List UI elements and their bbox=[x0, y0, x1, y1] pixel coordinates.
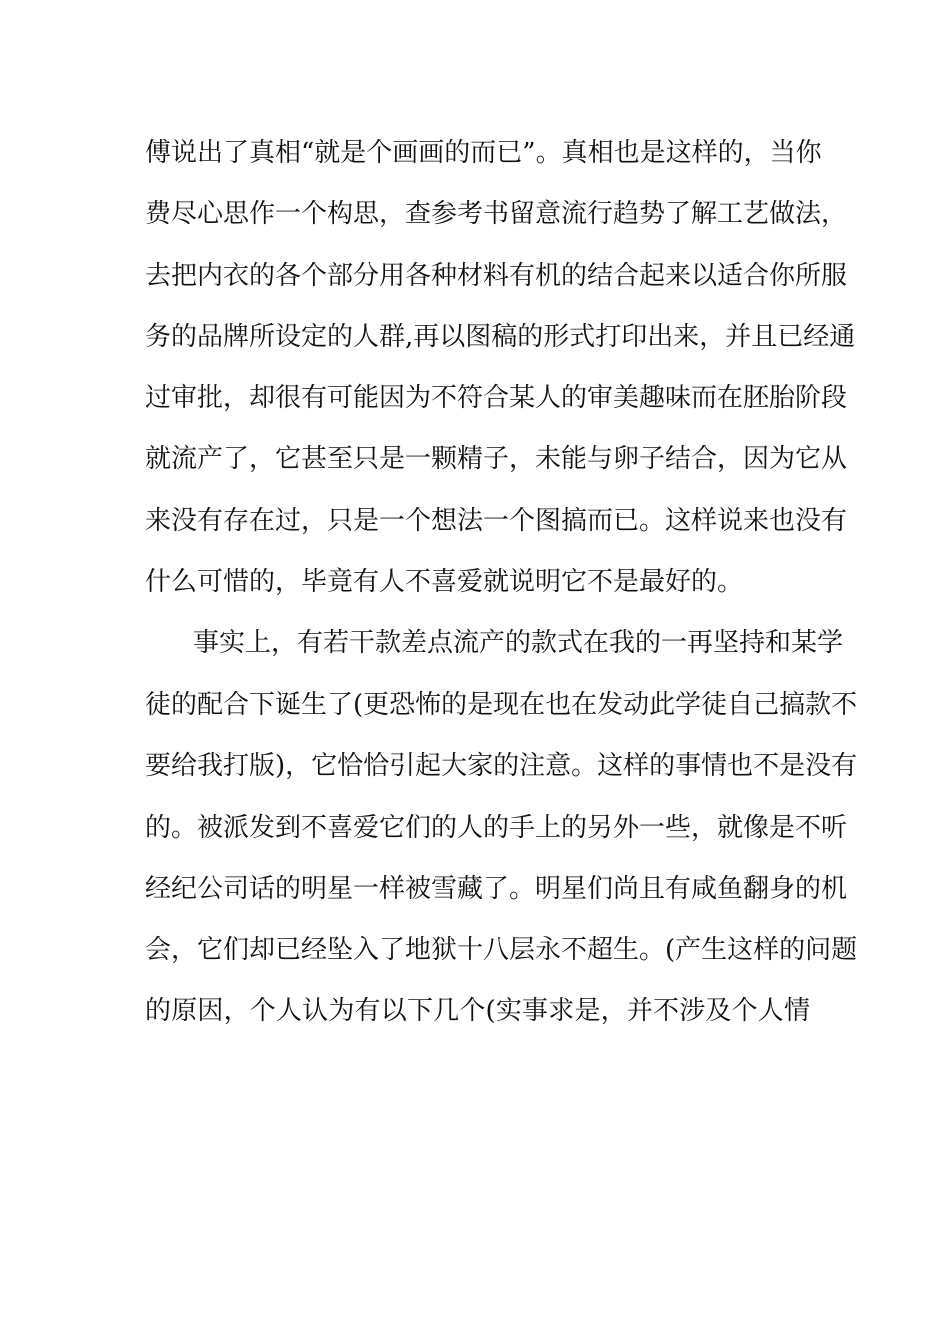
text-line: 的原因，个人认为有以下几个(实事求是，并不涉及个人情 bbox=[145, 996, 810, 1026]
text-line: 费尽心思作一个构思，查参考书留意流行趋势了解工艺做法， bbox=[145, 199, 848, 229]
text-line: 什么可惜的，毕竟有人不喜爱就说明它不是最好的。 bbox=[145, 567, 744, 597]
text-line: 要给我打版)，它恰恰引起大家的注意。这样的事情也不是没有 bbox=[145, 751, 858, 781]
text-line: 的。被派发到不喜爱它们的人的手上的另外一些，就像是不听 bbox=[145, 813, 848, 843]
text-line: 就流产了，它甚至只是一颗精子，未能与卵子结合，因为它从 bbox=[145, 444, 848, 474]
text-line: 过审批，却很有可能因为不符合某人的审美趣味而在胚胎阶段 bbox=[145, 383, 848, 413]
text-line: 去把内衣的各个部分用各种材料有机的结合起来以适合你所服 bbox=[145, 261, 848, 291]
text-line: 经纪公司话的明星一样被雪藏了。明星们尚且有咸鱼翻身的机 bbox=[145, 874, 848, 904]
text-line: 务的品牌所设定的人群,再以图稿的形式打印出来，并且已经通 bbox=[145, 322, 856, 352]
text-line: 会，它们却已经坠入了地狱十八层永不超生。(产生这样的问题 bbox=[145, 935, 858, 965]
text-line: 傅说出了真相“就是个画画的而已”。真相也是这样的，当你 bbox=[145, 138, 822, 168]
paragraph-first-line: 事实上，有若干款差点流产的款式在我的一再坚持和某学 bbox=[193, 628, 844, 658]
text-line: 徒的配合下诞生了(更恐怖的是现在也在发动此学徒自己搞款不 bbox=[145, 690, 858, 720]
text-line: 来没有存在过，只是一个想法一个图搞而已。这样说来也没有 bbox=[145, 506, 848, 536]
